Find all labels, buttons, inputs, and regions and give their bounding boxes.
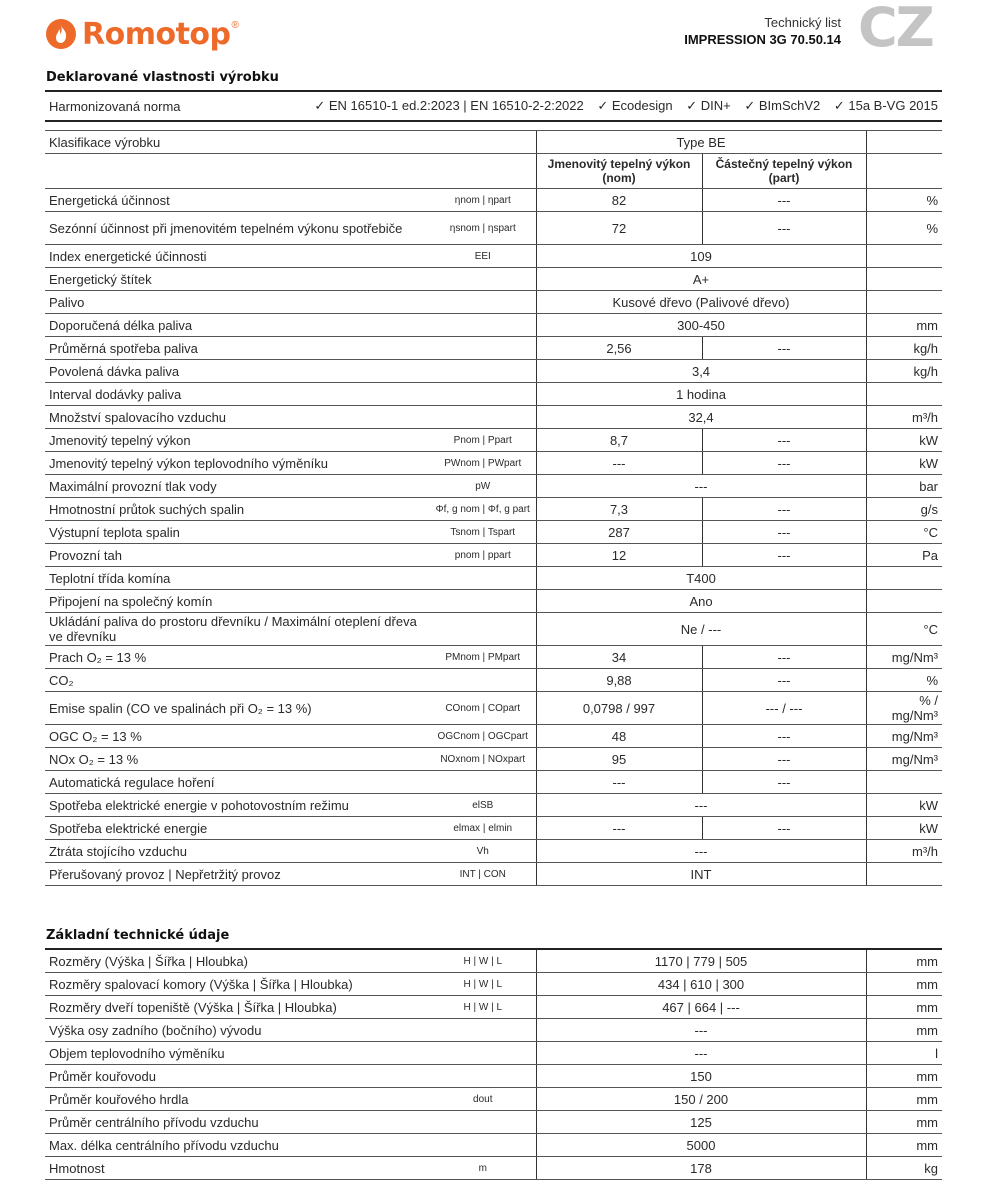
row-symbol xyxy=(430,1111,536,1134)
row-value-nom: 34 xyxy=(536,646,702,669)
row-value: 125 xyxy=(536,1111,866,1134)
row-value-nom: 7,3 xyxy=(536,498,702,521)
row-value: 150 xyxy=(536,1065,866,1088)
row-label: Sezónní účinnost při jmenovitém tepelném výkonu spotřebiče xyxy=(45,212,430,245)
row-value: 1 hodina xyxy=(536,383,866,406)
row-unit: % xyxy=(866,212,942,245)
row-unit xyxy=(866,268,942,291)
table-row xyxy=(45,613,942,646)
row-value-nom: 95 xyxy=(536,748,702,771)
row-label: Hmotnostní průtok suchých spalin xyxy=(45,498,430,521)
row-label: Maximální provozní tlak vody xyxy=(45,475,430,498)
row-value-part: --- xyxy=(702,429,866,452)
row-unit: m³/h xyxy=(866,406,942,429)
basic-technical-table xyxy=(45,948,942,1180)
table-row xyxy=(45,452,942,475)
column-header-row xyxy=(45,154,942,189)
row-value-part: --- xyxy=(702,337,866,360)
row-label: Přerušovaný provoz | Nepřetržitý provoz xyxy=(45,863,430,886)
row-label: Automatická regulace hoření xyxy=(45,771,430,794)
document-subtitle: Technický list xyxy=(764,15,841,30)
row-label: Připojení na společný komín xyxy=(45,590,430,613)
row-unit: kg/h xyxy=(866,360,942,383)
table-row xyxy=(45,521,942,544)
table-row xyxy=(45,973,942,996)
norm-list xyxy=(273,91,942,121)
row-unit: mg/Nm³ xyxy=(866,725,942,748)
row-value-part: --- xyxy=(702,189,866,212)
row-value: 109 xyxy=(536,245,866,268)
row-symbol xyxy=(430,613,536,646)
row-symbol: pnom | ppart xyxy=(430,544,536,567)
row-unit: kW xyxy=(866,452,942,475)
row-unit: °C xyxy=(866,613,942,646)
table-row xyxy=(45,544,942,567)
row-symbol: COnom | COpart xyxy=(430,692,536,725)
table-row xyxy=(45,771,942,794)
row-unit: kW xyxy=(866,794,942,817)
table-row xyxy=(45,996,942,1019)
row-symbol: m xyxy=(430,1157,536,1180)
row-label: Index energetické účinnosti xyxy=(45,245,430,268)
row-label: Rozměry dveří topeniště (Výška | Šířka | Hloubka) xyxy=(45,996,430,1019)
row-symbol xyxy=(430,771,536,794)
row-value: 434 | 610 | 300 xyxy=(536,973,866,996)
row-unit xyxy=(866,863,942,886)
classification-label: Klasifikace výrobku xyxy=(45,131,536,154)
flame-icon xyxy=(46,19,76,49)
row-symbol: INT | CON xyxy=(430,863,536,886)
row-unit xyxy=(866,771,942,794)
table-row xyxy=(45,817,942,840)
row-value-part: --- xyxy=(702,669,866,692)
row-label: Průměr kouřovodu xyxy=(45,1065,430,1088)
table-row xyxy=(45,949,942,973)
row-unit: kW xyxy=(866,817,942,840)
norm-item: ✓ 15a B-VG 2015 xyxy=(833,98,938,113)
row-value-part: --- / --- xyxy=(702,692,866,725)
table-row xyxy=(45,498,942,521)
row-label: Průměr kouřového hrdla xyxy=(45,1088,430,1111)
row-label: CO₂ xyxy=(45,669,430,692)
row-value-nom: 8,7 xyxy=(536,429,702,452)
row-value: Kusové dřevo (Palivové dřevo) xyxy=(536,291,866,314)
row-value-nom: --- xyxy=(536,771,702,794)
row-unit: mg/Nm³ xyxy=(866,748,942,771)
row-label: Spotřeba elektrické energie v pohotovostním režimu xyxy=(45,794,430,817)
row-symbol: elmax | elmin xyxy=(430,817,536,840)
table-row xyxy=(45,794,942,817)
unit-cell xyxy=(866,154,942,189)
table-row xyxy=(45,1065,942,1088)
row-symbol: H | W | L xyxy=(430,996,536,1019)
row-label: Objem teplovodního výměníku xyxy=(45,1042,430,1065)
table-row xyxy=(45,189,942,212)
row-unit xyxy=(866,383,942,406)
row-value-part: --- xyxy=(702,646,866,669)
table-row xyxy=(45,646,942,669)
row-label: Výstupní teplota spalin xyxy=(45,521,430,544)
norm-item: ✓ BImSchV2 xyxy=(744,98,821,113)
row-symbol xyxy=(430,590,536,613)
row-label: Průměr centrálního přívodu vzduchu xyxy=(45,1111,430,1134)
row-label: Ukládání paliva do prostoru dřevníku / Maximální oteplení dřeva ve dřevníku xyxy=(45,613,430,646)
row-label: Spotřeba elektrické energie xyxy=(45,817,430,840)
row-value: 300-450 xyxy=(536,314,866,337)
table-row xyxy=(45,314,942,337)
unit-cell xyxy=(866,131,942,154)
row-value-part: --- xyxy=(702,544,866,567)
row-unit: % xyxy=(866,669,942,692)
row-symbol: Tsnom | Tspart xyxy=(430,521,536,544)
row-value-part: --- xyxy=(702,212,866,245)
table-row xyxy=(45,1019,942,1042)
empty-cell xyxy=(45,154,536,189)
row-value-nom: 72 xyxy=(536,212,702,245)
row-value-nom: 48 xyxy=(536,725,702,748)
classification-row xyxy=(45,131,942,154)
row-unit: mm xyxy=(866,1065,942,1088)
section-title-basic: Základní technické údaje xyxy=(46,928,230,943)
row-unit: mm xyxy=(866,1134,942,1157)
row-symbol xyxy=(430,406,536,429)
row-label: Interval dodávky paliva xyxy=(45,383,430,406)
row-label: Rozměry (Výška | Šířka | Hloubka) xyxy=(45,949,430,973)
row-value: --- xyxy=(536,475,866,498)
row-unit: mm xyxy=(866,314,942,337)
table-row xyxy=(45,383,942,406)
row-value: 1170 | 779 | 505 xyxy=(536,949,866,973)
row-label: Provozní tah xyxy=(45,544,430,567)
row-value: A+ xyxy=(536,268,866,291)
table-row xyxy=(45,1134,942,1157)
table-row xyxy=(45,669,942,692)
table-row xyxy=(45,840,942,863)
row-symbol xyxy=(430,314,536,337)
row-label: Teplotní třída komína xyxy=(45,567,430,590)
row-unit: mm xyxy=(866,973,942,996)
table-row xyxy=(45,748,942,771)
row-label: Povolená dávka paliva xyxy=(45,360,430,383)
row-label: Hmotnost xyxy=(45,1157,430,1180)
row-symbol: Pnom | Ppart xyxy=(430,429,536,452)
row-label: Doporučená délka paliva xyxy=(45,314,430,337)
row-symbol: elSB xyxy=(430,794,536,817)
row-unit: g/s xyxy=(866,498,942,521)
row-symbol xyxy=(430,669,536,692)
row-symbol: ηnom | ηpart xyxy=(430,189,536,212)
row-label: Prach O₂ = 13 % xyxy=(45,646,430,669)
row-value-part: --- xyxy=(702,521,866,544)
row-value-part: --- xyxy=(702,725,866,748)
table-row xyxy=(45,1157,942,1180)
row-symbol xyxy=(430,291,536,314)
row-unit: mg/Nm³ xyxy=(866,646,942,669)
row-symbol: Vh xyxy=(430,840,536,863)
row-unit: l xyxy=(866,1042,942,1065)
row-unit: °C xyxy=(866,521,942,544)
table-row xyxy=(45,337,942,360)
table-row xyxy=(45,291,942,314)
norm-row xyxy=(45,91,942,121)
row-unit: Pa xyxy=(866,544,942,567)
norm-item: ✓ Ecodesign xyxy=(597,98,673,113)
row-symbol xyxy=(430,1065,536,1088)
table-row xyxy=(45,1111,942,1134)
declared-properties-table xyxy=(45,130,942,886)
row-unit: mm xyxy=(866,1111,942,1134)
language-code: CZ xyxy=(858,0,933,59)
table-row xyxy=(45,360,942,383)
row-label: Palivo xyxy=(45,291,430,314)
row-unit: bar xyxy=(866,475,942,498)
col-part-header: Částečný tepelný výkon (part) xyxy=(702,154,866,189)
row-value-nom: --- xyxy=(536,817,702,840)
row-value: 178 xyxy=(536,1157,866,1180)
row-label: Emise spalin (CO ve spalinách při O₂ = 13 %) xyxy=(45,692,430,725)
row-label: Energetický štítek xyxy=(45,268,430,291)
norm-item: ✓ EN 16510-1 ed.2:2023 | EN 16510-2-2:2022 xyxy=(314,98,584,113)
table-row xyxy=(45,725,942,748)
table-row xyxy=(45,590,942,613)
row-label: Množství spalovacího vzduchu xyxy=(45,406,430,429)
row-unit: mm xyxy=(866,996,942,1019)
col-nom-header: Jmenovitý tepelný výkon (nom) xyxy=(536,154,702,189)
row-symbol: H | W | L xyxy=(430,949,536,973)
row-label: Max. délka centrálního přívodu vzduchu xyxy=(45,1134,430,1157)
row-label: Ztráta stojícího vzduchu xyxy=(45,840,430,863)
norm-item: ✓ DIN+ xyxy=(686,98,731,113)
row-value-nom: 12 xyxy=(536,544,702,567)
norm-label: Harmonizovaná norma xyxy=(45,91,273,121)
brand-name: Romotop xyxy=(82,16,231,52)
row-unit: kg xyxy=(866,1157,942,1180)
row-symbol xyxy=(430,383,536,406)
row-value-part: --- xyxy=(702,452,866,475)
row-symbol: PWnom | PWpart xyxy=(430,452,536,475)
row-symbol xyxy=(430,1019,536,1042)
table-row xyxy=(45,429,942,452)
row-unit: mm xyxy=(866,949,942,973)
row-value: T400 xyxy=(536,567,866,590)
row-value: Ne / --- xyxy=(536,613,866,646)
row-unit xyxy=(866,245,942,268)
section-title-declared: Deklarované vlastnosti výrobku xyxy=(46,70,279,85)
row-unit: % xyxy=(866,189,942,212)
table-row xyxy=(45,692,942,725)
row-symbol: ηsnom | ηspart xyxy=(430,212,536,245)
row-symbol xyxy=(430,1042,536,1065)
row-value: --- xyxy=(536,794,866,817)
row-value-nom: 82 xyxy=(536,189,702,212)
table-row xyxy=(45,567,942,590)
row-symbol: pW xyxy=(430,475,536,498)
row-unit: % / mg/Nm³ xyxy=(866,692,942,725)
table-row xyxy=(45,245,942,268)
row-value-part: --- xyxy=(702,771,866,794)
row-value: INT xyxy=(536,863,866,886)
row-unit xyxy=(866,567,942,590)
row-value: --- xyxy=(536,840,866,863)
row-value-part: --- xyxy=(702,498,866,521)
row-symbol xyxy=(430,337,536,360)
table-row xyxy=(45,268,942,291)
row-label: Jmenovitý tepelný výkon teplovodního výměníku xyxy=(45,452,430,475)
row-value: 3,4 xyxy=(536,360,866,383)
row-symbol xyxy=(430,1134,536,1157)
row-label: NOx O₂ = 13 % xyxy=(45,748,430,771)
row-value-part: --- xyxy=(702,748,866,771)
row-value-nom: 287 xyxy=(536,521,702,544)
row-label: Jmenovitý tepelný výkon xyxy=(45,429,430,452)
row-label: Výška osy zadního (bočního) vývodu xyxy=(45,1019,430,1042)
row-value: --- xyxy=(536,1019,866,1042)
row-symbol: OGCnom | OGCpart xyxy=(430,725,536,748)
row-symbol xyxy=(430,268,536,291)
registered-mark: ® xyxy=(231,20,239,31)
row-value: 150 / 200 xyxy=(536,1088,866,1111)
row-unit: m³/h xyxy=(866,840,942,863)
table-row xyxy=(45,212,942,245)
row-value: 32,4 xyxy=(536,406,866,429)
brand-logo xyxy=(46,14,239,54)
row-unit: kg/h xyxy=(866,337,942,360)
norm-table xyxy=(45,90,942,122)
table-row xyxy=(45,475,942,498)
row-unit xyxy=(866,590,942,613)
row-symbol: dout xyxy=(430,1088,536,1111)
row-value: 5000 xyxy=(536,1134,866,1157)
table-row xyxy=(45,406,942,429)
row-symbol: EEI xyxy=(430,245,536,268)
row-unit: kW xyxy=(866,429,942,452)
row-symbol: H | W | L xyxy=(430,973,536,996)
row-symbol xyxy=(430,360,536,383)
classification-type: Type BE xyxy=(536,131,866,154)
row-value-nom: 2,56 xyxy=(536,337,702,360)
row-unit: mm xyxy=(866,1088,942,1111)
row-label: OGC O₂ = 13 % xyxy=(45,725,430,748)
row-value-part: --- xyxy=(702,817,866,840)
row-value: 467 | 664 | --- xyxy=(536,996,866,1019)
row-value-nom: --- xyxy=(536,452,702,475)
row-value: Ano xyxy=(536,590,866,613)
table-row xyxy=(45,1088,942,1111)
table-row xyxy=(45,863,942,886)
row-unit xyxy=(866,291,942,314)
row-symbol: NOxnom | NOxpart xyxy=(430,748,536,771)
row-symbol xyxy=(430,567,536,590)
product-name: IMPRESSION 3G 70.50.14 xyxy=(684,32,841,47)
row-value-nom: 0,0798 / 997 xyxy=(536,692,702,725)
table-row xyxy=(45,1042,942,1065)
document-header xyxy=(684,14,841,48)
row-value-nom: 9,88 xyxy=(536,669,702,692)
row-symbol: PMnom | PMpart xyxy=(430,646,536,669)
row-value: --- xyxy=(536,1042,866,1065)
row-label: Průměrná spotřeba paliva xyxy=(45,337,430,360)
row-label: Rozměry spalovací komory (Výška | Šířka | Hloubka) xyxy=(45,973,430,996)
row-label: Energetická účinnost xyxy=(45,189,430,212)
row-symbol: Φf, g nom | Φf, g part xyxy=(430,498,536,521)
row-unit: mm xyxy=(866,1019,942,1042)
